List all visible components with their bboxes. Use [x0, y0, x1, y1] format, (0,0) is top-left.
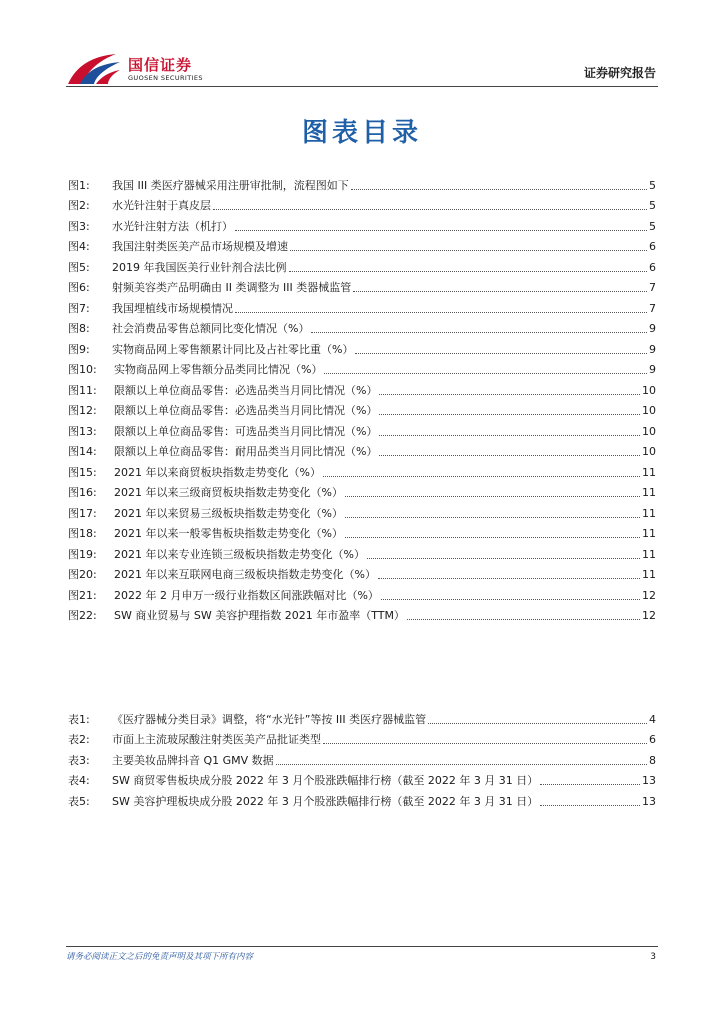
figure-entry-page: 5: [649, 219, 656, 233]
table-entry[interactable]: [68, 727, 656, 748]
figure-entry-page: 6: [649, 260, 656, 274]
table-entry[interactable]: [68, 706, 656, 727]
table-entry[interactable]: [68, 788, 656, 809]
dot-leader: [276, 764, 647, 765]
figure-entry[interactable]: [68, 582, 656, 603]
figure-entry-label: 图16:: [68, 486, 97, 499]
table-entry-page: 13: [642, 794, 656, 808]
table-entry[interactable]: [68, 747, 656, 768]
figure-entry[interactable]: [68, 398, 656, 419]
figure-entry-title: 2021 年以来一般零售板块指数走势变化（%）: [114, 527, 343, 540]
table-entry-page: 8: [649, 753, 656, 767]
dot-leader: [367, 558, 640, 559]
figure-entry-label: 图4:: [68, 240, 90, 253]
dot-leader: [355, 353, 647, 354]
page-header: [66, 50, 658, 90]
guosen-logo-icon: [66, 52, 122, 86]
header-divider: [66, 86, 658, 87]
figure-entry-label: 图3:: [68, 219, 90, 233]
figure-entry-title: 实物商品网上零售额分品类同比情况（%）: [114, 363, 323, 376]
dot-leader: [407, 619, 640, 620]
figure-entry-title: 限额以上单位商品零售：必选品类当月同比情况（%）: [114, 404, 378, 417]
figure-entry-page: 6: [649, 240, 656, 253]
figure-entry-label: 图20:: [68, 568, 97, 581]
figure-entry-label: 图1:: [68, 178, 90, 192]
figure-entry-label: 图10:: [68, 363, 97, 376]
dot-leader: [345, 517, 640, 518]
figure-entry-label: 图5:: [68, 260, 90, 274]
figure-entry-title: 2021 年以来互联网电商三级板块指数走势变化（%）: [114, 568, 376, 581]
dot-leader: [351, 189, 647, 190]
figure-entry-page: 11: [642, 527, 656, 540]
figure-entry[interactable]: [68, 336, 656, 357]
figure-entry-page: 10: [642, 424, 656, 438]
figure-entry-title: 2022 年 2 月申万一级行业指数区间涨跌幅对比（%）: [114, 588, 379, 602]
figure-entry-page: 9: [649, 322, 656, 335]
figure-entry-title: 我国注射类医美产品市场规模及增速: [112, 240, 288, 253]
dot-leader: [311, 332, 647, 333]
figure-entry-label: 图6:: [68, 281, 90, 294]
figure-entry-title: 社会消费品零售总额同比变化情况（%）: [112, 322, 310, 335]
figure-entry-page: 12: [642, 609, 656, 622]
figure-entry-page: 10: [642, 445, 656, 458]
table-entry-title: SW 商贸零售板块成分股 2022 年 3 月个股涨跌幅排行榜（截至 2022 年 3 月 31 日）: [112, 774, 539, 787]
figure-entry[interactable]: [68, 254, 656, 275]
figure-entry[interactable]: [68, 316, 656, 337]
figure-entry[interactable]: [68, 521, 656, 542]
figure-entry-label: 图7:: [68, 301, 90, 315]
figure-entry-label: 图17:: [68, 506, 97, 520]
figure-entry[interactable]: [68, 172, 656, 193]
figure-entry-page: 11: [642, 506, 656, 520]
table-entry[interactable]: [68, 768, 656, 789]
figure-entry-label: 图13:: [68, 424, 97, 438]
dot-leader: [540, 784, 640, 785]
figure-entry-title: 限额以上单位商品零售：耐用品类当月同比情况（%）: [114, 445, 378, 458]
dot-leader: [379, 414, 640, 415]
dot-leader: [378, 578, 640, 579]
table-entry-title: 市面上主流玻尿酸注射类医美产品批证类型: [112, 733, 321, 746]
dot-leader: [540, 805, 640, 806]
dot-leader: [235, 312, 647, 313]
figure-entry-page: 5: [649, 199, 656, 212]
page-number: 3: [650, 952, 656, 962]
figure-entry-page: 7: [649, 281, 656, 294]
figure-entry[interactable]: [68, 500, 656, 521]
figure-entry-title: 限额以上单位商品零售：必选品类当月同比情况（%）: [114, 383, 378, 397]
dot-leader: [290, 250, 647, 251]
dot-leader: [428, 723, 647, 724]
dot-leader: [323, 476, 640, 477]
figure-entry-page: 11: [642, 486, 656, 499]
figure-entry-label: 图11:: [68, 383, 97, 397]
table-entry-page: 6: [649, 733, 656, 746]
figure-entry-label: 图14:: [68, 445, 97, 458]
dot-leader: [289, 271, 648, 272]
figure-entry[interactable]: [68, 295, 656, 316]
figure-entry-title: 2021 年以来三级商贸板块指数走势变化（%）: [114, 486, 343, 499]
figure-entry[interactable]: [68, 234, 656, 255]
figure-entry-label: 图12:: [68, 404, 97, 417]
figure-list: [68, 172, 656, 623]
page-title: 图表目录: [301, 118, 422, 148]
dot-leader: [235, 230, 647, 231]
footer-divider: [66, 946, 658, 947]
figure-entry-title: 2021 年以来商贸板块指数走势变化（%）: [114, 465, 321, 479]
figure-entry[interactable]: [68, 603, 656, 624]
table-list: [68, 706, 656, 809]
figure-entry-page: 7: [649, 301, 656, 315]
disclaimer-note: 请务必阅读正文之后的免责声明及其项下所有内容: [66, 952, 254, 962]
figure-entry-label: 图15:: [68, 465, 97, 479]
dot-leader: [381, 599, 640, 600]
figure-entry-title: 水光针注射方法（机打）: [112, 219, 233, 233]
figure-entry[interactable]: [68, 562, 656, 583]
figure-entry-label: 图19:: [68, 547, 97, 561]
figure-entry-page: 9: [649, 363, 656, 376]
figure-entry[interactable]: [68, 418, 656, 439]
table-entry-page: 4: [649, 712, 656, 726]
figure-entry-page: 9: [649, 342, 656, 356]
figure-entry-label: 图22:: [68, 609, 97, 622]
table-entry-title: 《医疗器械分类目录》调整，将“水光针”等按 III 类医疗器械监管: [112, 712, 427, 726]
table-entry-label: 表1:: [68, 712, 90, 726]
figure-entry-page: 11: [642, 465, 656, 479]
figure-entry-label: 图21:: [68, 588, 97, 602]
dot-leader: [379, 435, 640, 436]
figure-entry-title: 实物商品网上零售额累计同比及占社零比重（%）: [112, 342, 354, 356]
table-entry-page: 13: [642, 774, 656, 787]
figure-entry-title: 2019 年我国医美行业针剂合法比例: [112, 260, 287, 274]
logo-en-text: GUOSEN SECURITIES: [128, 74, 203, 82]
dot-leader: [353, 291, 647, 292]
table-entry-title: SW 美容护理板块成分股 2022 年 3 月个股涨跌幅排行榜（截至 2022 年 3 月 31 日）: [112, 794, 539, 808]
figure-entry-title: 我国 III 类医疗器械采用注册审批制，流程图如下: [112, 178, 349, 192]
figure-entry-label: 图9:: [68, 342, 90, 356]
figure-entry-title: 2021 年以来贸易三级板块指数走势变化（%）: [114, 506, 343, 520]
figure-entry[interactable]: [68, 541, 656, 562]
figure-entry-page: 5: [649, 178, 656, 192]
figure-entry-page: 10: [642, 383, 656, 397]
figure-entry-label: 图18:: [68, 527, 97, 540]
figure-entry-page: 11: [642, 547, 656, 561]
figure-entry-page: 10: [642, 404, 656, 417]
dot-leader: [323, 743, 647, 744]
figure-entry-title: 我国埋植线市场规模情况: [112, 301, 233, 315]
figure-entry[interactable]: [68, 213, 656, 234]
dot-leader: [379, 455, 640, 456]
dot-leader: [345, 496, 640, 497]
dot-leader: [324, 373, 647, 374]
table-entry-title: 主要美妆品牌抖音 Q1 GMV 数据: [112, 753, 274, 767]
dot-leader: [379, 394, 640, 395]
figure-entry-page: 12: [642, 588, 656, 602]
guosen-logo: [66, 52, 216, 86]
figure-entry[interactable]: [68, 377, 656, 398]
figure-entry-label: 图8:: [68, 322, 90, 335]
figure-entry-label: 图2:: [68, 199, 90, 212]
figure-entry[interactable]: [68, 357, 656, 378]
figure-entry-title: 水光针注射于真皮层: [112, 199, 211, 212]
figure-entry-title: 射频美容类产品明确由 II 类调整为 III 类器械监管: [112, 281, 352, 294]
table-entry-label: 表4:: [68, 774, 90, 787]
figure-entry[interactable]: [68, 193, 656, 214]
dot-leader: [345, 537, 640, 538]
figure-entry[interactable]: [68, 275, 656, 296]
dot-leader: [213, 209, 647, 210]
table-entry-label: 表2:: [68, 733, 90, 746]
figure-entry[interactable]: [68, 480, 656, 501]
figure-entry-title: 限额以上单位商品零售：可选品类当月同比情况（%）: [114, 424, 378, 438]
logo-cn-text: 国信证券: [128, 56, 193, 74]
figure-entry-title: 2021 年以来专业连锁三级板块指数走势变化（%）: [114, 547, 365, 561]
report-type-label: 证券研究报告: [583, 66, 656, 80]
table-entry-label: 表5:: [68, 794, 90, 808]
figure-entry[interactable]: [68, 439, 656, 460]
figure-entry-page: 11: [642, 568, 656, 581]
figure-entry[interactable]: [68, 459, 656, 480]
figure-entry-title: SW 商业贸易与 SW 美容护理指数 2021 年市盈率（TTM）: [114, 609, 405, 622]
table-entry-label: 表3:: [68, 753, 90, 767]
